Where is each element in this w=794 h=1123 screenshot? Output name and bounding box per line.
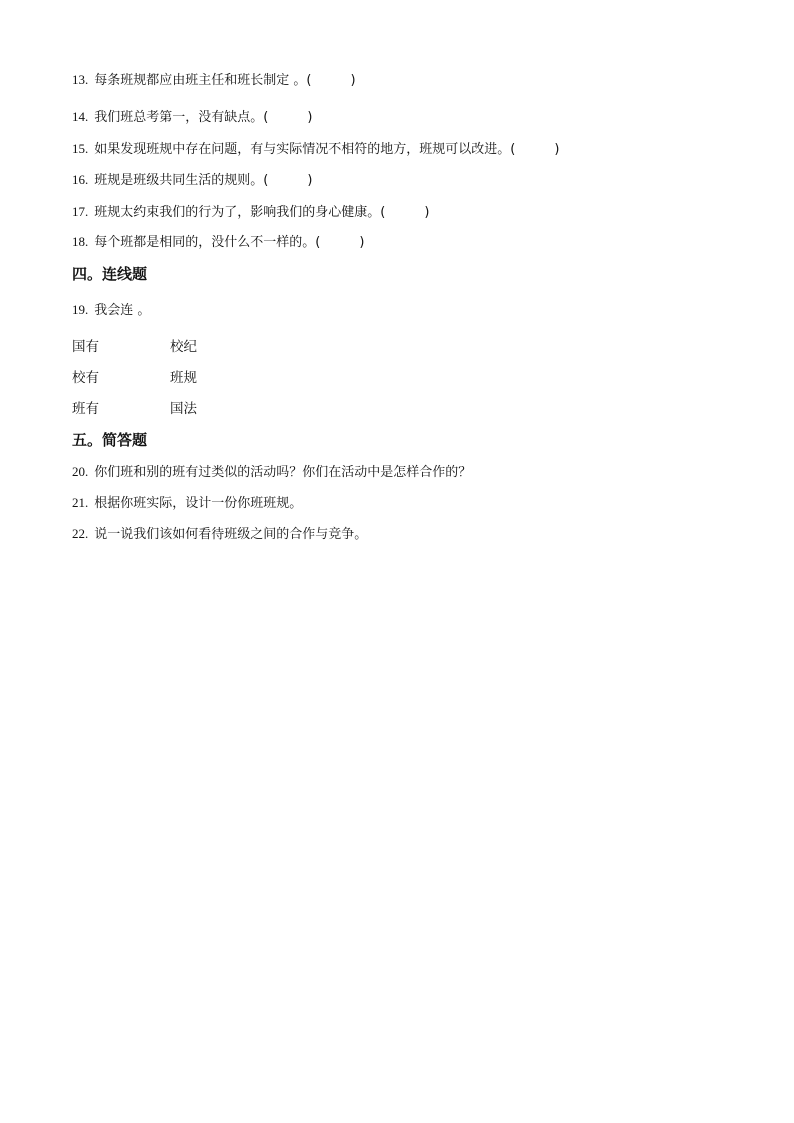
match-right-item: 班规 bbox=[170, 370, 197, 386]
question-text: 每条班规都应由班主任和班长制定 。( ) bbox=[94, 73, 356, 88]
question-20 bbox=[72, 463, 471, 482]
match-left-item: 班有 bbox=[72, 401, 99, 417]
question-number: 15. bbox=[72, 141, 89, 156]
question-22 bbox=[72, 525, 367, 544]
section-heading-short-answer: 五。简答题 bbox=[72, 431, 148, 449]
question-number: 22. bbox=[72, 526, 89, 541]
question-number: 17. bbox=[72, 204, 89, 219]
match-left-item: 校有 bbox=[72, 370, 99, 386]
section-heading-matching: 四。连线题 bbox=[72, 265, 148, 283]
question-13 bbox=[72, 71, 356, 90]
question-number: 16. bbox=[72, 172, 89, 187]
question-text: 我会连 。 bbox=[94, 303, 151, 318]
question-17 bbox=[72, 203, 429, 222]
question-text: 班规太约束我们的行为了，影响我们的身心健康。( ) bbox=[94, 205, 430, 220]
question-number: 19. bbox=[72, 302, 89, 317]
question-19 bbox=[72, 301, 150, 320]
question-text: 说一说我们该如何看待班级之间的合作与竞争。 bbox=[94, 527, 368, 542]
question-number: 20. bbox=[72, 464, 89, 479]
question-text: 班规是班级共同生活的规则。( ) bbox=[94, 173, 313, 188]
question-text: 我们班总考第一，没有缺点。( ) bbox=[94, 110, 313, 125]
question-text: 你们班和别的班有过类似的活动吗？你们在活动中是怎样合作的？ bbox=[94, 465, 472, 480]
question-number: 14. bbox=[72, 109, 89, 124]
question-text: 根据你班实际，设计一份你班班规。 bbox=[94, 496, 303, 511]
question-text: 每个班都是相同的，没什么不一样的。( ) bbox=[94, 235, 365, 250]
question-18 bbox=[72, 233, 364, 252]
match-right-item: 校纪 bbox=[170, 339, 197, 355]
question-number: 13. bbox=[72, 72, 89, 87]
match-right-item: 国法 bbox=[170, 401, 197, 417]
match-left-item: 国有 bbox=[72, 339, 99, 355]
question-number: 21. bbox=[72, 495, 89, 510]
question-14 bbox=[72, 108, 312, 127]
question-number: 18. bbox=[72, 234, 89, 249]
question-text: 如果发现班规中存在问题，有与实际情况不相符的地方，班规可以改进。( ) bbox=[94, 142, 560, 157]
question-16 bbox=[72, 171, 312, 190]
question-15 bbox=[72, 140, 559, 159]
question-21 bbox=[72, 494, 302, 513]
